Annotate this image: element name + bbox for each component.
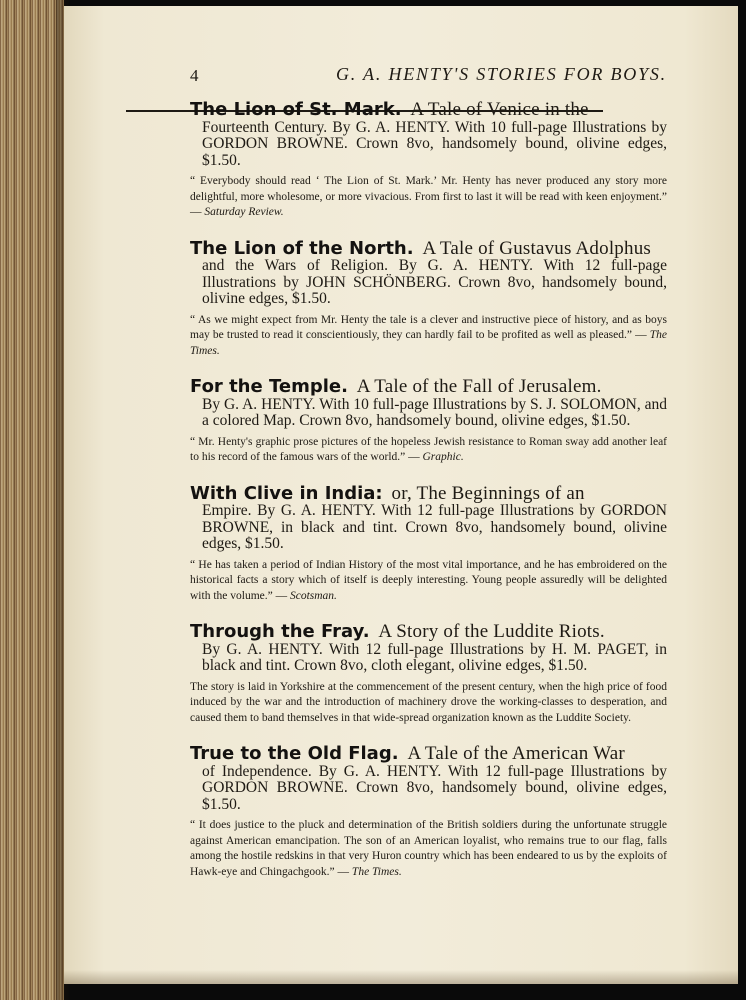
review-text: “ It does justice to the pluck and determination of the British soldiers during the unfortunate struggle against American emancipation. The son of an American loyalist, who remains true to our flag, falls among the hostile redskins in that very Huron country which has been endeared to us by the exploits of Hawk-eye and Chingachgook.” — <box>190 819 667 878</box>
review-quote <box>190 558 667 605</box>
book-subtitle: A Tale of the American War <box>407 743 625 764</box>
book-title: For the Temple. <box>190 376 348 397</box>
review-source: Graphic. <box>422 451 464 463</box>
review-text: “ He has taken a period of Indian History of the most vital importance, and he has embroidered on the historical facts a story which of itself is deeply interesting. Young people assuredly will be delighted with the volume.” — <box>190 558 667 602</box>
book-spine <box>0 0 64 1000</box>
book-subtitle: A Tale of Gustavus Adolphus <box>422 237 652 259</box>
book-description: By G. A. HENTY. With 10 full-page Illustrations by S. J. SOLOMON, and a colored Map. Crown 8vo, handsomely bound, olivine edges, $1.50. <box>202 395 667 429</box>
review-text: The story is laid in Yorkshire at the commencement of the present century, when the high price of food induced by the war and the introduction of machinery drove the working-classes to desperation, and caused them to band themselves in that wide-spread organization known as the Luddite Society. <box>190 680 667 724</box>
book-description: By G. A. HENTY. With 12 full-page Illustrations by H. M. PAGET, in black and tint. Crown 8vo, cloth elegant, olivine edges, $1.50. <box>202 640 667 674</box>
review-source: Scotsman. <box>289 589 337 602</box>
review-text: “ Mr. Henty's graphic prose pictures of the hopeless Jewish resistance to Roman sway add another leaf to his record of the famous wars of the world.” — <box>190 435 667 463</box>
book-title: True to the Old Flag. <box>190 743 399 764</box>
book-entry <box>190 621 667 726</box>
book-description: of Independence. By G. A. HENTY. With 12 full-page Illustrations by GORDON BROWNE. Crown 8vo, handsomely bound, olivine edges, $1.50. <box>202 762 667 813</box>
book-title: The Lion of St. Mark. <box>190 99 402 120</box>
review-quote <box>190 435 667 466</box>
running-title: G. A. HENTY'S STORIES FOR BOYS. <box>335 64 667 84</box>
book-subtitle: A Story of the Luddite Riots. <box>378 621 605 642</box>
book-entry <box>190 237 668 360</box>
book-title: With Clive in India: <box>190 482 383 504</box>
page-header <box>190 64 667 96</box>
review-quote <box>190 174 667 221</box>
book-subtitle: A Tale of the Fall of Jerusalem. <box>356 376 602 397</box>
book-title: Through the Fray. <box>190 621 370 642</box>
review-source: The Times. <box>190 329 668 357</box>
book-subtitle: or, The Beginnings of an <box>391 482 585 504</box>
book-subtitle: A Tale of Venice in the <box>410 99 589 120</box>
review-text: “ Everybody should read ‘ The Lion of St. Mark.’ Mr. Henty has never produced any story more delightful, more wholesome, or more vivacious. From first to last it will be read with keen enjoyment.” — <box>190 175 667 218</box>
book-description: Fourteenth Century. By G. A. HENTY. With 10 full-page Illustrations by GORDON BROWNE. Crown 8vo, handsomely bound, olivine edges, $1.50. <box>202 118 667 169</box>
review-source: Saturday Review. <box>204 206 284 218</box>
review-source: The Times. <box>351 865 402 878</box>
review-quote <box>190 680 667 727</box>
book-entry <box>190 482 667 605</box>
book-description: and the Wars of Religion. By G. A. HENTY. With 12 full-page Illustrations by JOHN SCHÖNBERG. Crown 8vo, handsomely bound, olivine edges, $1.50. <box>202 257 667 307</box>
review-text: “ As we might expect from Mr. Henty the tale is a clever and instructive piece of history, and as boys may be trusted to read it conscientiously, they can hardly fail to be profited as well as pleased.” — <box>190 313 667 341</box>
review-quote <box>190 818 667 880</box>
page-number: 4 <box>190 66 199 85</box>
book-description: Empire. By G. A. HENTY. With 12 full-page Illustrations by GORDON BROWNE, in black and tint. Crown 8vo, handsomely bound, olivine edges, $1.50. <box>202 502 667 552</box>
book-title: The Lion of the North. <box>190 237 414 259</box>
book-entry <box>190 743 667 880</box>
book-entry <box>190 99 667 221</box>
book-entry <box>190 376 667 466</box>
review-quote <box>190 313 667 360</box>
book-entries <box>190 99 668 900</box>
